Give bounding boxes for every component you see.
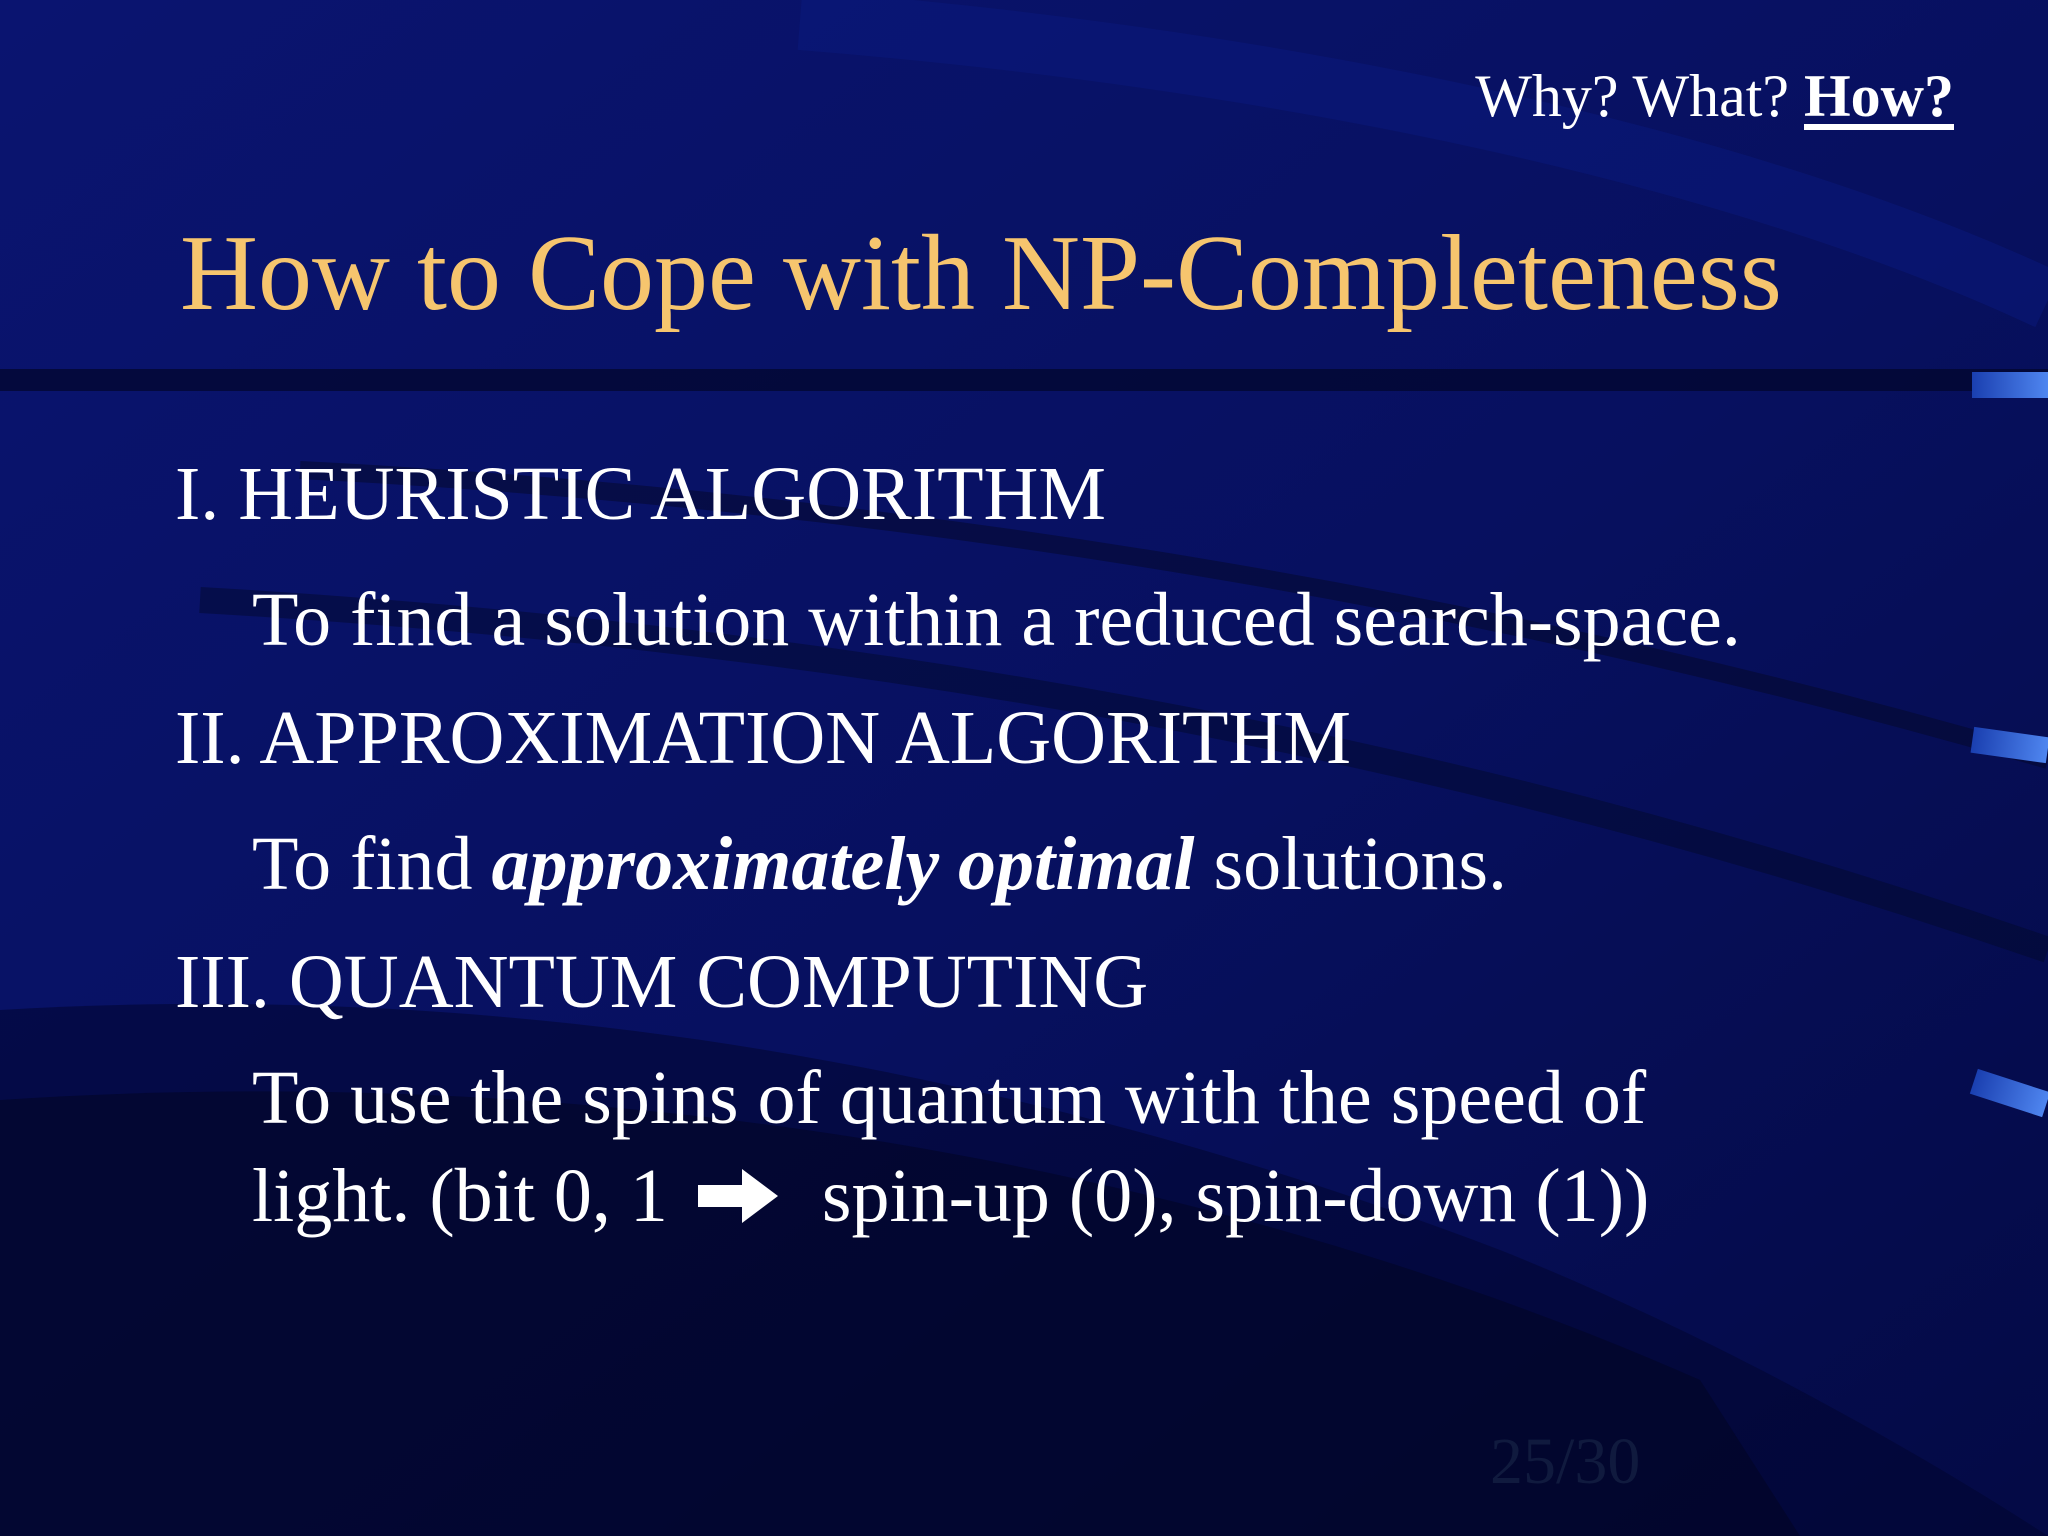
approximation-text-after: solutions.	[1194, 822, 1508, 906]
quantum-text-after: spin-up (0), spin-down (1))	[821, 1154, 1650, 1238]
quantum-text-before: light. (bit 0, 1	[252, 1154, 668, 1238]
section-description-approximation	[252, 822, 1508, 906]
nav-what[interactable]: What?	[1632, 63, 1789, 129]
approximation-emphasis: approximately optimal	[491, 822, 1195, 906]
nav-why[interactable]: Why?	[1475, 63, 1619, 129]
page-number: 25/30	[1490, 1425, 1641, 1498]
section-description-heuristic: To find a solution within a reduced search-space.	[252, 578, 1741, 662]
section-navigation	[1475, 62, 1954, 131]
section-heading-quantum: III. QUANTUM COMPUTING	[175, 940, 1149, 1024]
section-heading-heuristic: I. HEURISTIC ALGORITHM	[175, 452, 1106, 536]
approximation-text-before: To find	[252, 822, 492, 906]
section-description-quantum-line2	[252, 1154, 1650, 1238]
slide-title: How to Cope with NP-Completeness	[180, 214, 1782, 333]
right-arrow-icon	[698, 1165, 780, 1227]
section-heading-approximation: II. APPROXIMATION ALGORITHM	[175, 696, 1351, 780]
section-description-quantum-line1: To use the spins of quantum with the speed of	[252, 1056, 1647, 1140]
nav-how-current[interactable]: How?	[1804, 63, 1954, 129]
